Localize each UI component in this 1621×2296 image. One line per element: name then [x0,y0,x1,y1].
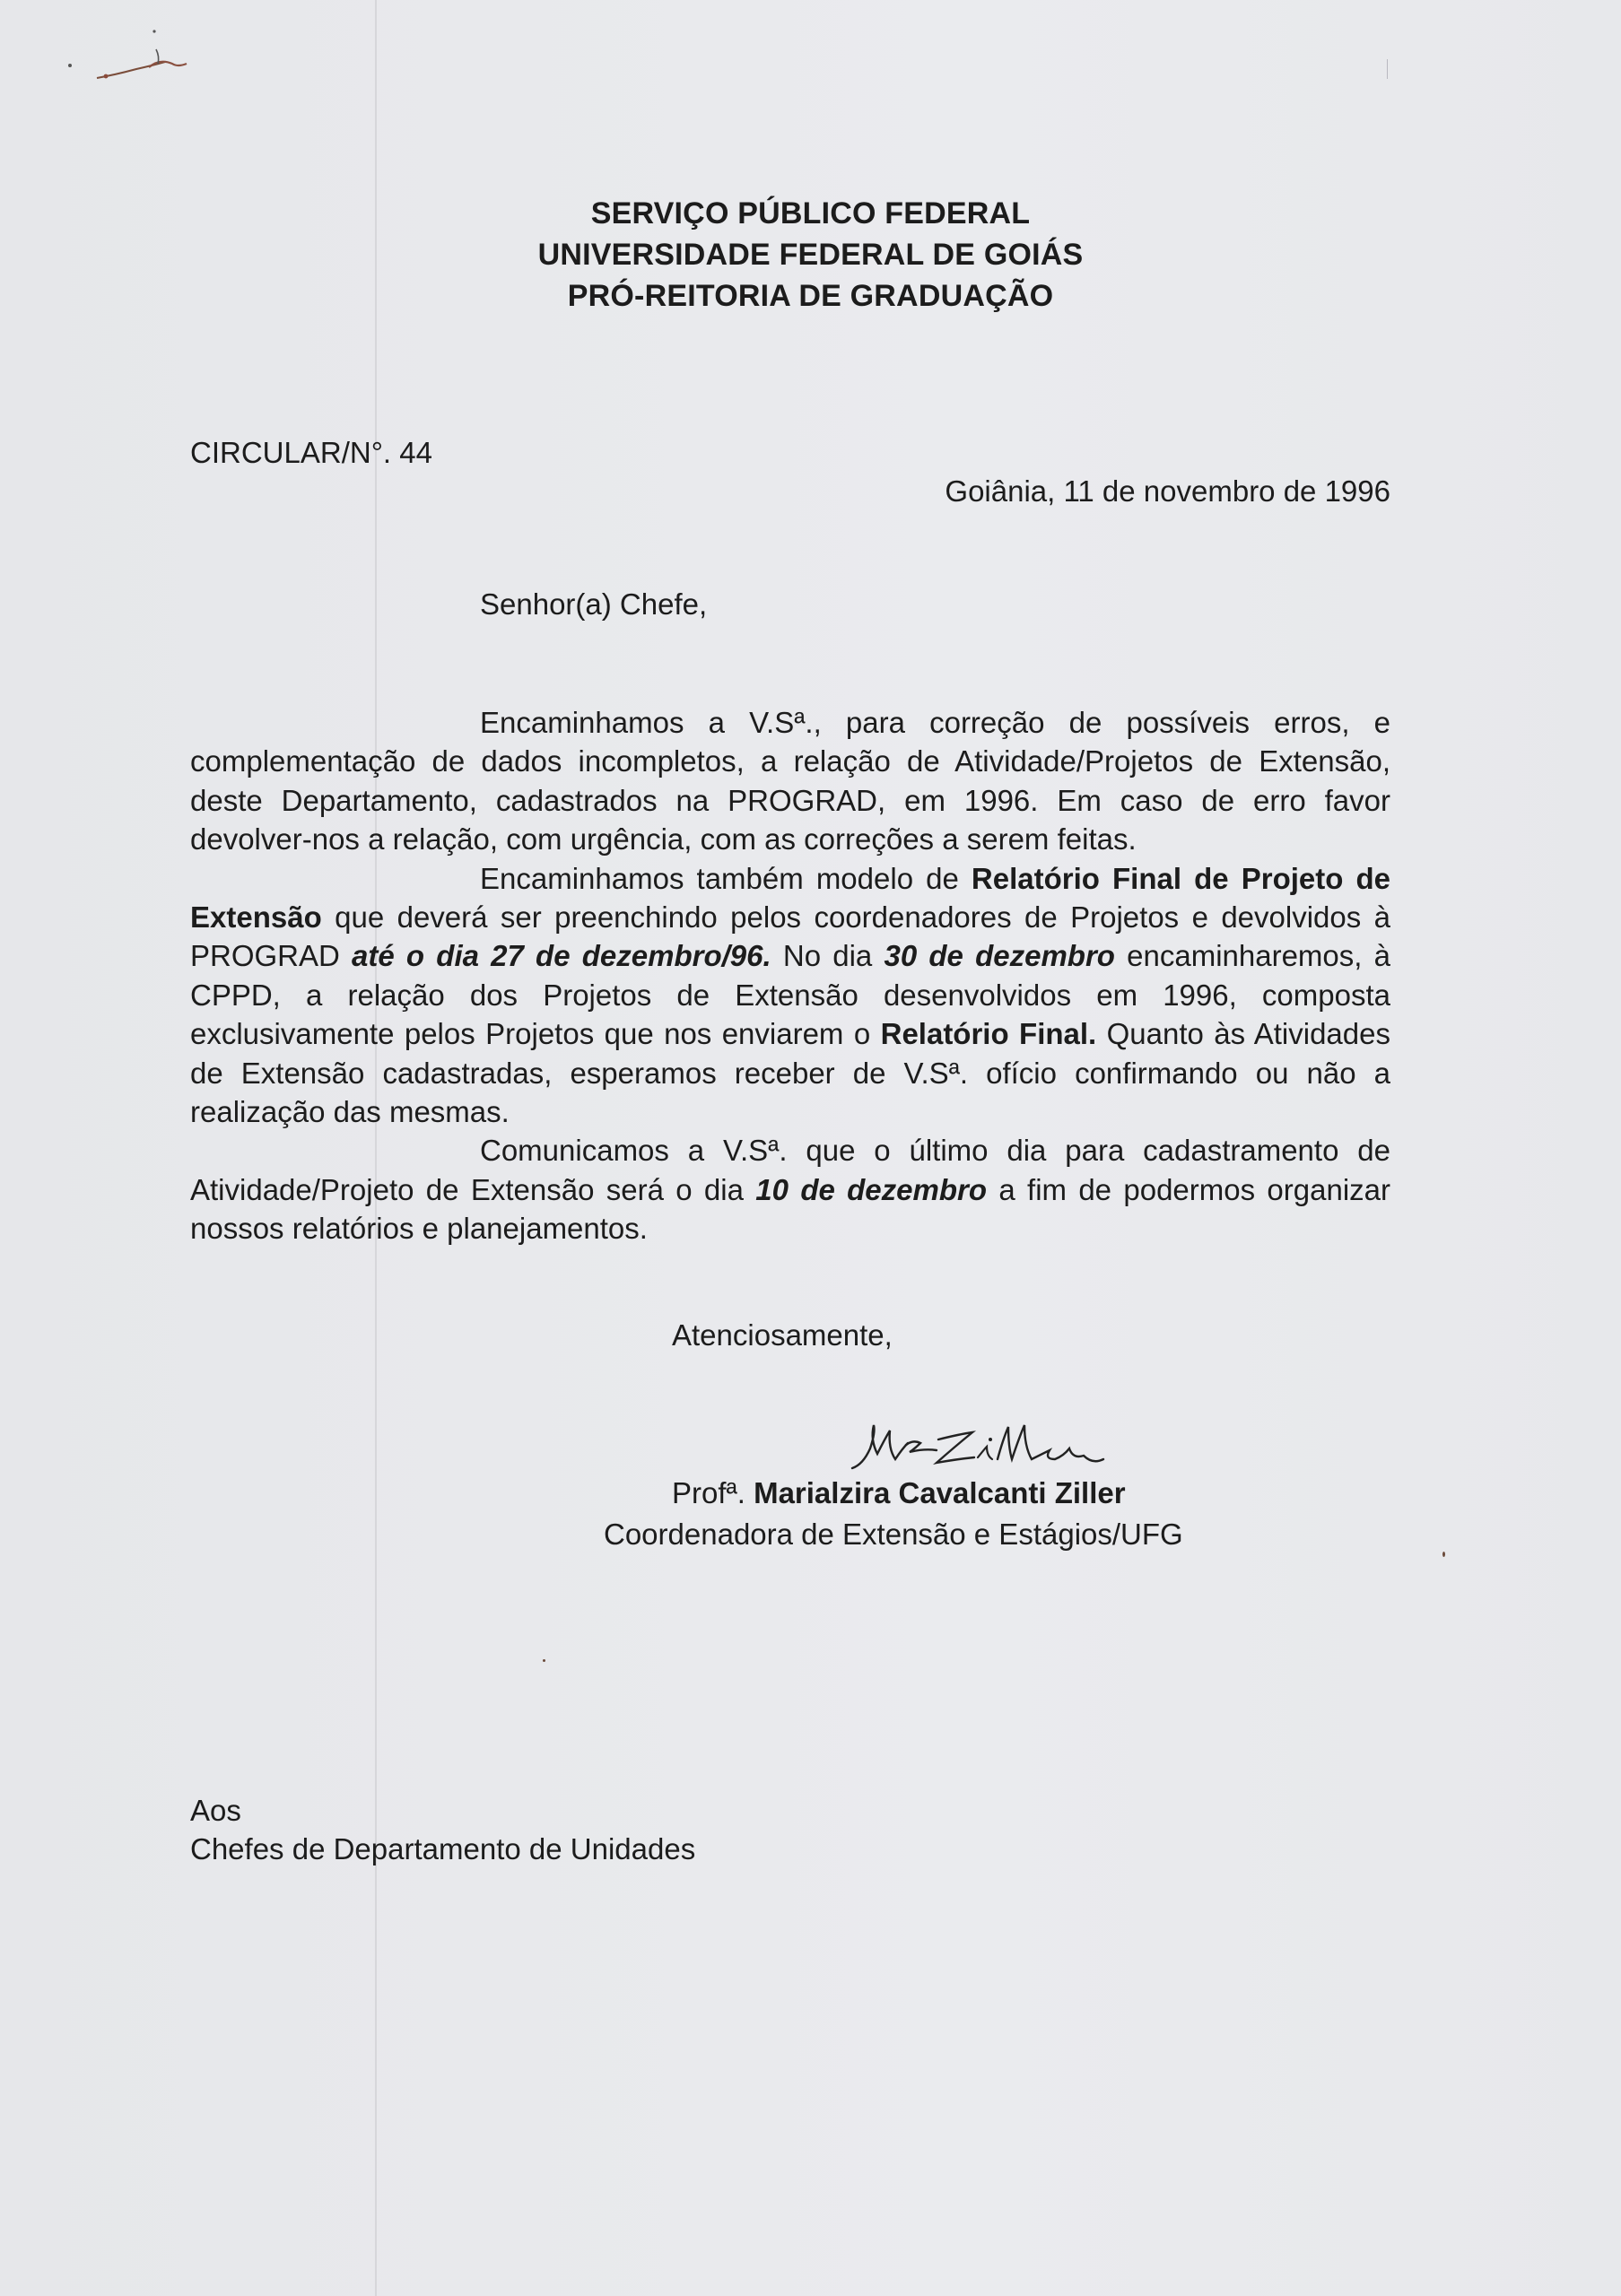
salutation: Senhor(a) Chefe, [480,587,708,621]
paragraph-2-text: encaminharemos, à CPPD, a relação dos Projetos de Extensão desenvolvidos em 1996, composta exclusivamente pelos Projetos que nos enviarem o [190,939,1390,1051]
recipient-line-1: Aos [190,1794,241,1827]
signer-title: Profª. [672,1476,754,1509]
handwritten-signature [843,1413,1139,1484]
paragraph-3-text: a fim de podermos organizar nossos relatórios e planejamentos. [190,1172,1390,1246]
letter-body [190,703,1390,1248]
paragraph-2-deadline: até o dia 27 de dezembro/96. [352,939,771,973]
signer-full-name: Marialzira Cavalcanti Ziller [754,1476,1126,1509]
paragraph-2-text: que deverá ser preenchindo pelos coordenadores de Projetos e devolvidos à PROGRAD [190,900,1390,973]
recipient-line-2: Chefes de Departamento de Unidades [190,1832,696,1866]
paragraph-2-text: Quanto às Atividades de Extensão cadastradas, esperamos receber de V.Sª. ofício confirmando ou não a realização das mesmas. [190,1017,1390,1129]
paragraph-2-date: 30 de dezembro [884,939,1115,973]
closing: Atenciosamente, [672,1318,893,1352]
signer-name [672,1476,1126,1510]
letterhead [0,193,1621,317]
paragraph-1: Encaminhamos a V.Sª., para correção de possíveis erros, e complementação de dados incompletos, a relação de Atividade/Projetos de Extensão, deste Departamento, cadastrados na PROGRAD, em 1996. Em caso de erro favor devolver-nos a relação, com urgência, com as correções a serem feitas. [190,706,1390,857]
letterhead-line-2: UNIVERSIDADE FEDERAL DE GOIÁS [537,238,1084,272]
circular-number: CIRCULAR/N°. 44 [190,436,432,469]
paragraph-2-text: No dia [771,939,885,973]
margin-mark [1387,59,1388,79]
paragraph-3-date: 10 de dezembro [755,1172,988,1206]
paragraph-3 [190,1131,1390,1248]
paragraph-2 [190,859,1390,1132]
paragraph-3-text: Comunicamos a V.Sª. que o último dia para cadastramento de Atividade/Projeto de Extensão será o dia [190,1134,1390,1206]
corner-ink-marks [54,22,215,90]
paragraph-2-bold: Relatório Final de Projeto de Extensão [190,861,1390,935]
letter-date: Goiânia, 11 de novembro de 1996 [945,474,1390,508]
paper-speck [543,1659,545,1662]
letterhead-line-3: PRÓ-REITORIA DE GRADUAÇÃO [567,279,1054,313]
signer-role: Coordenadora de Extensão e Estágios/UFG [604,1518,1183,1551]
paper-speck [1442,1552,1445,1557]
paragraph-2-bold: Relatório Final. [880,1017,1097,1051]
letterhead-line-1: SERVIÇO PÚBLICO FEDERAL [590,196,1031,230]
paragraph-2-text: Encaminhamos também modelo de [480,861,972,895]
recipient-block [190,1791,695,1868]
